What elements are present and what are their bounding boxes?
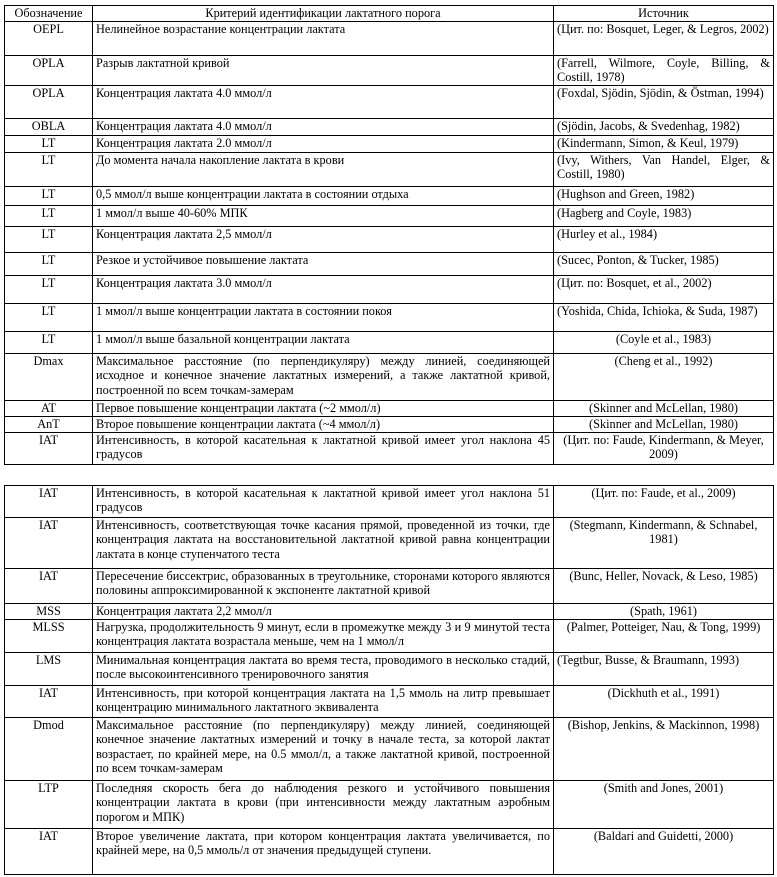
- criterion-cell: Нагрузка, продолжительность 9 минут, если в промежутке между 3 и 9 минутой теста концентрация лактата возрастала меньше, чем на 1 ммол/л: [93, 620, 554, 653]
- table-row: [5, 569, 774, 604]
- criterion-cell: Концентрация лактата 2,2 ммол/л: [93, 604, 554, 620]
- table-row: [5, 206, 774, 227]
- table-row: [5, 417, 774, 433]
- designation-cell: MSS: [5, 604, 93, 620]
- criterion-cell: 0,5 ммол/л выше концентрации лактата в состоянии отдыха: [93, 187, 554, 206]
- source-cell: (Yoshida, Chida, Ichioka, & Suda, 1987): [554, 304, 774, 332]
- designation-cell: AnT: [5, 417, 93, 433]
- table-row: [5, 153, 774, 187]
- designation-cell: LT: [5, 276, 93, 304]
- designation-cell: IAT: [5, 829, 93, 875]
- designation-cell: LT: [5, 206, 93, 227]
- table-row: [5, 653, 774, 686]
- designation-cell: LT: [5, 187, 93, 206]
- criterion-cell: Интенсивность, в которой касательная к лактатной кривой имеет угол наклона 51 градусов: [93, 486, 554, 518]
- source-cell: (Цит. по: Bosquet, et al., 2002): [554, 276, 774, 304]
- criterion-cell: Пересечение биссектрис, образованных в треугольнике, сторонами которого являются половины аппроксимированной к экспоненте лактатной кривой: [93, 569, 554, 604]
- criterion-cell: Интенсивность, при которой концентрация лактата на 1,5 ммоль на литр превышает концентрацию минимального лактатного эквивалента: [93, 686, 554, 718]
- source-cell: (Sucec, Ponton, & Tucker, 1985): [554, 253, 774, 276]
- designation-cell: LT: [5, 227, 93, 253]
- table-row: [5, 518, 774, 569]
- criterion-cell: 1 ммол/л выше концентрации лактата в состоянии покоя: [93, 304, 554, 332]
- table-header-row: [5, 6, 774, 22]
- designation-cell: LTP: [5, 781, 93, 829]
- designation-cell: IAT: [5, 569, 93, 604]
- designation-cell: LMS: [5, 653, 93, 686]
- source-cell: (Cheng et al., 1992): [554, 354, 774, 401]
- designation-cell: OEPL: [5, 22, 93, 56]
- criterion-cell: Концентрация лактата 2,5 ммол/л: [93, 227, 554, 253]
- table-row: [5, 304, 774, 332]
- source-cell: (Цит. по: Faude, Kindermann, & Meyer, 2009): [554, 433, 774, 465]
- source-cell: (Palmer, Potteiger, Nau, & Tong, 1999): [554, 620, 774, 653]
- source-cell: (Skinner and McLellan, 1980): [554, 417, 774, 433]
- table-row: [5, 604, 774, 620]
- designation-cell: IAT: [5, 486, 93, 518]
- criterion-cell: Концентрация лактата 3.0 ммол/л: [93, 276, 554, 304]
- source-cell: (Цит. по: Bosquet, Leger, & Legros, 2002): [554, 22, 774, 56]
- source-cell: (Dickhuth et al., 1991): [554, 686, 774, 718]
- lactate-threshold-table-part-1: [4, 5, 774, 465]
- source-cell: (Bunc, Heller, Novack, & Leso, 1985): [554, 569, 774, 604]
- table-row: [5, 253, 774, 276]
- source-cell: (Skinner and McLellan, 1980): [554, 401, 774, 417]
- designation-cell: LT: [5, 304, 93, 332]
- designation-cell: LT: [5, 332, 93, 354]
- lactate-threshold-table-part-2: [4, 485, 774, 875]
- criterion-cell: 1 ммол/л выше 40-60% МПК: [93, 206, 554, 227]
- table-row: [5, 86, 774, 119]
- source-cell: (Tegtbur, Busse, & Braumann, 1993): [554, 653, 774, 686]
- designation-cell: LT: [5, 253, 93, 276]
- designation-cell: Dmax: [5, 354, 93, 401]
- source-cell: (Coyle et al., 1983): [554, 332, 774, 354]
- table-row: [5, 22, 774, 56]
- source-cell: (Kindermann, Simon, & Keul, 1979): [554, 136, 774, 153]
- designation-cell: OPLA: [5, 86, 93, 119]
- source-cell: (Ivy, Withers, Van Handel, Elger, & Costill, 1980): [554, 153, 774, 187]
- source-cell: (Stegmann, Kindermann, & Schnabel, 1981): [554, 518, 774, 569]
- page-break-gap: [0, 476, 777, 485]
- table-row: [5, 781, 774, 829]
- source-cell: (Smith and Jones, 2001): [554, 781, 774, 829]
- criterion-cell: До момента начала накопление лактата в крови: [93, 153, 554, 187]
- designation-cell: IAT: [5, 686, 93, 718]
- designation-cell: IAT: [5, 433, 93, 465]
- designation-cell: LT: [5, 136, 93, 153]
- source-cell: (Baldari and Guidetti, 2000): [554, 829, 774, 875]
- table-row: [5, 119, 774, 136]
- criterion-cell: Концентрация лактата 2.0 ммол/л: [93, 136, 554, 153]
- table-row: [5, 718, 774, 781]
- criterion-cell: 1 ммол/л выше базальной концентрации лактата: [93, 332, 554, 354]
- criterion-cell: Концентрация лактата 4.0 ммол/л: [93, 119, 554, 136]
- table-row: [5, 486, 774, 518]
- table-row: [5, 136, 774, 153]
- source-cell: (Sjödin, Jacobs, & Svedenhag, 1982): [554, 119, 774, 136]
- designation-cell: IAT: [5, 518, 93, 569]
- designation-cell: OBLA: [5, 119, 93, 136]
- source-cell: (Hurley et al., 1984): [554, 227, 774, 253]
- header-criterion: Критерий идентификации лактатного порога: [93, 6, 554, 22]
- source-cell: (Цит. по: Faude, et al., 2009): [554, 486, 774, 518]
- table-row: [5, 56, 774, 86]
- criterion-cell: Минимальная концентрация лактата во время теста, проводимого в несколько стадий, после высокоинтенсивного тренировочного занятия: [93, 653, 554, 686]
- criterion-cell: Резкое и устойчивое повышение лактата: [93, 253, 554, 276]
- source-cell: (Bishop, Jenkins, & Mackinnon, 1998): [554, 718, 774, 781]
- table-row: [5, 829, 774, 875]
- designation-cell: LT: [5, 153, 93, 187]
- table-row: [5, 187, 774, 206]
- table-row: [5, 354, 774, 401]
- criterion-cell: Нелинейное возрастание концентрации лактата: [93, 22, 554, 56]
- criterion-cell: Последняя скорость бега до наблюдения резкого и устойчивого повышения концентрации лактата в крови (при интенсивности между лактатным аэробным порогом и МПК): [93, 781, 554, 829]
- designation-cell: MLSS: [5, 620, 93, 653]
- header-source: Источник: [554, 6, 774, 22]
- designation-cell: Dmod: [5, 718, 93, 781]
- criterion-cell: Первое повышение концентрации лактата (~2 ммол/л): [93, 401, 554, 417]
- criterion-cell: Концентрация лактата 4.0 ммол/л: [93, 86, 554, 119]
- criterion-cell: Интенсивность, в которой касательная к лактатной кривой имеет угол наклона 45 градусов: [93, 433, 554, 465]
- designation-cell: OPLA: [5, 56, 93, 86]
- table-row: [5, 276, 774, 304]
- table-row: [5, 620, 774, 653]
- criterion-cell: Интенсивность, соответствующая точке касания прямой, проведенной из точки, где концентрация лактата на восстановительной лактатной кривой равна концентрации лактата в конце ступенчатого теста: [93, 518, 554, 569]
- table-row: [5, 332, 774, 354]
- header-designation: Обозначение: [5, 6, 93, 22]
- source-cell: (Hagberg and Coyle, 1983): [554, 206, 774, 227]
- criterion-cell: Второе увеличение лактата, при котором концентрация лактата увеличивается, по крайней мере, на 0,5 ммоль/л от значения предыдущей ступени.: [93, 829, 554, 875]
- criterion-cell: Максимальное расстояние (по перпендикуляру) между линией, соединяющей конечное значение лактатных измерений и точку в начале теста, за которой лактат возрастает, по крайней мере, на 0.5 ммол/л, а также лактатной кривой, построенной по всем точкам-замерам: [93, 718, 554, 781]
- source-cell: (Farrell, Wilmore, Coyle, Billing, & Costill, 1978): [554, 56, 774, 86]
- table-row: [5, 227, 774, 253]
- table-row: [5, 401, 774, 417]
- table-row: [5, 686, 774, 718]
- source-cell: (Spath, 1961): [554, 604, 774, 620]
- source-cell: (Foxdal, Sjödin, Sjödin, & Östman, 1994): [554, 86, 774, 119]
- criterion-cell: Разрыв лактатной кривой: [93, 56, 554, 86]
- table-row: [5, 433, 774, 465]
- designation-cell: AT: [5, 401, 93, 417]
- criterion-cell: Максимальное расстояние (по перпендикуляру) между линией, соединяющей исходное и конечное значение лактатных измерений, а также лактатной кривой, построенной по всем точкам-замерам: [93, 354, 554, 401]
- criterion-cell: Второе повышение концентрации лактата (~4 ммол/л): [93, 417, 554, 433]
- source-cell: (Hughson and Green, 1982): [554, 187, 774, 206]
